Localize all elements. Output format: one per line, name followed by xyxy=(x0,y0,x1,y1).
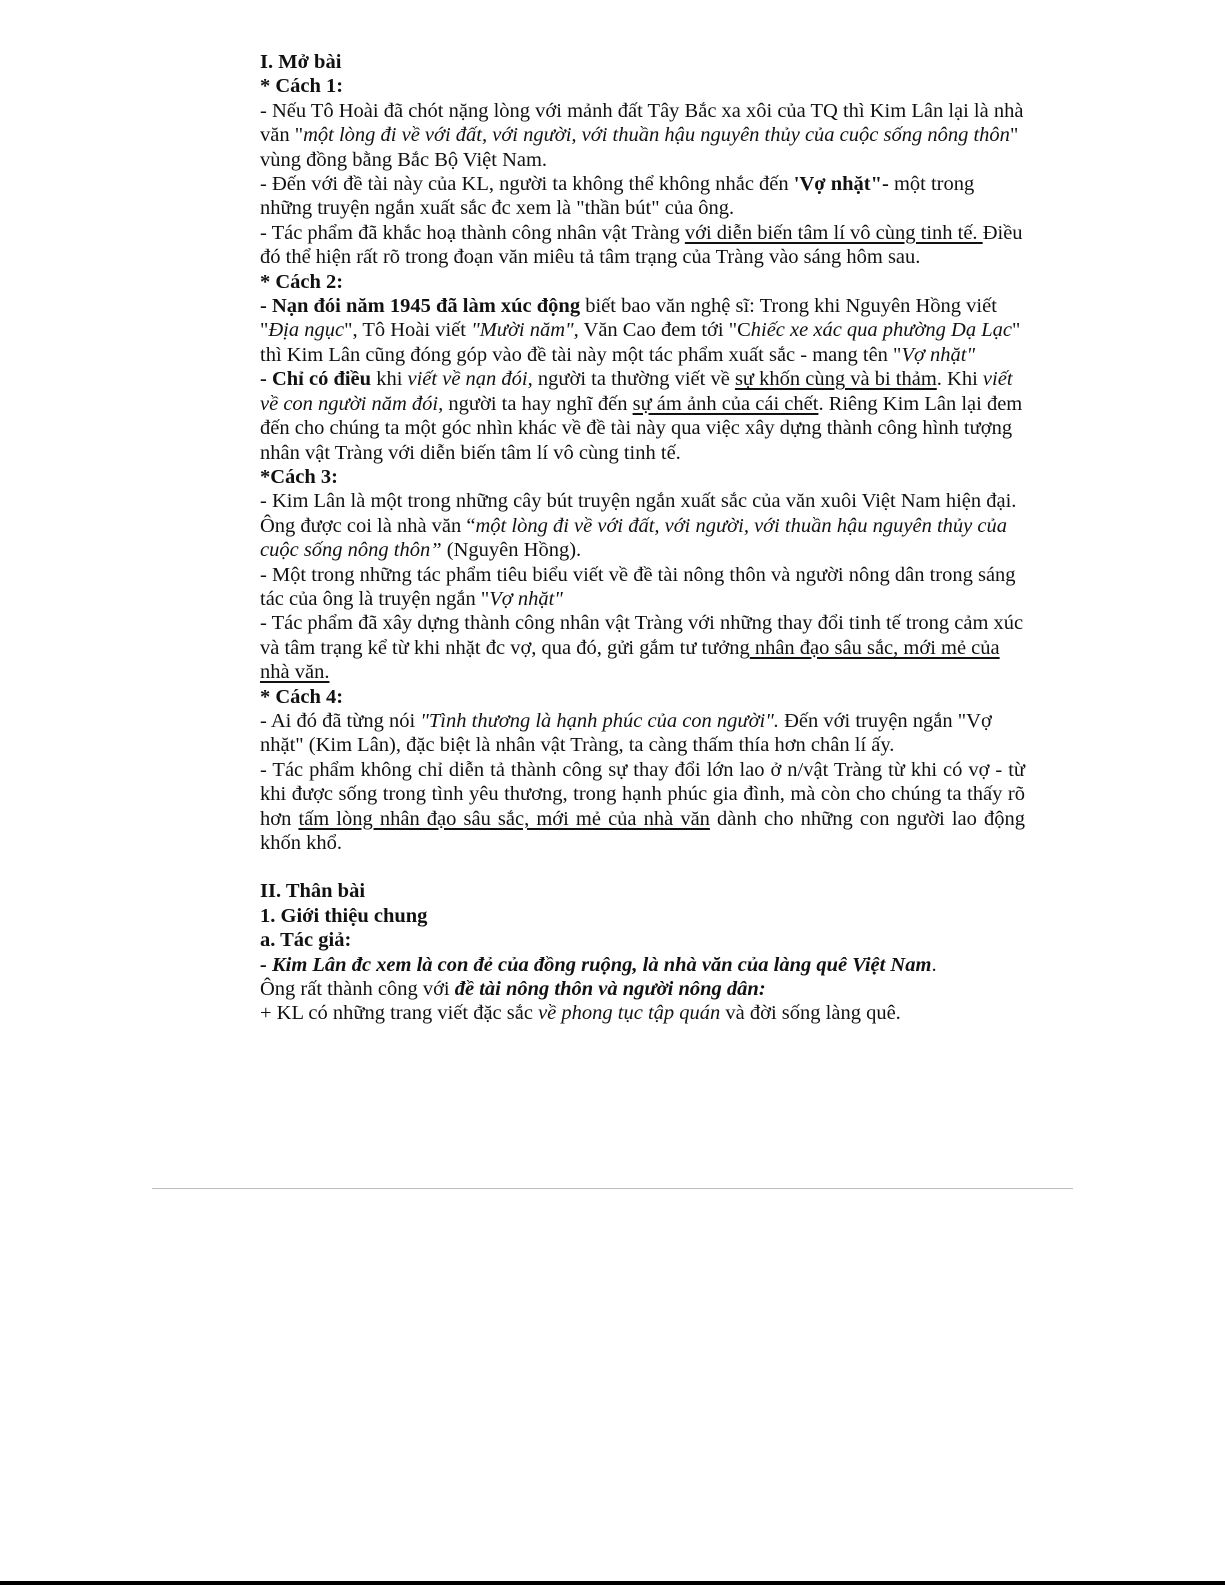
paragraph-cach3-3: - Tác phẩm đã xây dựng thành công nhân vật Tràng với những thay đổi tinh tế trong cảm xúc và tâm trạng kể từ khi nhặt đc vợ, qua đó, gửi gắm tư tưởng nhân đạo sâu sắc, mới mẻ của nhà văn. xyxy=(260,612,1024,684)
paragraph-cach3-1: - Kim Lân là một trong những cây bút truyện ngắn xuất sắc của văn xuôi Việt Nam hiện đại. Ông được coi là nhà văn “một lòng đi về với đất, với người, với thuần hậu nguyên thủy của cuộc sống nông thôn” (Nguyên Hồng). xyxy=(260,490,1017,562)
paragraph-cach4-1: - Ai đó đã từng nói "Tình thương là hạnh phúc của con người". Đến với truyện ngắn "Vợ nhặt" (Kim Lân), đặc biệt là nhân vật Tràng, ta càng thấm thía hơn chân lí ấy. xyxy=(260,709,992,757)
heading-than-bai: II. Thân bài xyxy=(260,880,366,903)
paragraph-cach2-1: - Nạn đói năm 1945 đã làm xúc động biết bao văn nghệ sĩ: Trong khi Nguyên Hồng viết "Địa ngục", Tô Hoài viết "Mười năm", Văn Cao đem tới "Chiếc xe xác qua phường Dạ Lạc" thì Kim Lân cũng đóng góp vào đề tài này một tác phẩm xuất sắc - mang tên "Vợ nhặt" xyxy=(260,295,1021,366)
label-cach-2: * Cách 2: xyxy=(260,270,344,293)
paragraph-cach4-2: - Tác phẩm không chỉ diễn tả thành công sự thay đổi lớn lao ở n/vật Tràng từ khi có vợ - từ khi được sống trong tình yêu thương, trong hạnh phúc gia đình, mà còn cho chúng ta thấy rõ hơn tấm lòng nhân đạo sâu sắc, mới mẻ của nhà văn dành cho những con người lao động khốn khổ. xyxy=(260,758,1025,854)
label-cach-4: * Cách 4: xyxy=(260,685,344,708)
paragraph-tac-gia-2: + KL có những trang viết đặc sắc về phong tục tập quán và đời sống làng quê. xyxy=(260,1002,901,1025)
label-cach-3: *Cách 3: xyxy=(260,465,339,488)
page-divider xyxy=(152,1188,1073,1189)
document-page xyxy=(260,50,1025,1026)
bottom-edge xyxy=(0,1581,1225,1585)
label-cach-1: * Cách 1: xyxy=(260,75,344,98)
paragraph-cach3-2: - Một trong những tác phẩm tiêu biểu viết về đề tài nông thôn và người nông dân trong sáng tác của ông là truyện ngắn "Vợ nhặt" xyxy=(260,563,1016,610)
paragraph-cach1-1: - Nếu Tô Hoài đã chót nặng lòng với mảnh đất Tây Bắc xa xôi của TQ thì Kim Lân lại là nhà văn "một lòng đi về với đất, với người, với thuần hậu nguyên thủy của cuộc sống nông thôn" vùng đồng bằng Bắc Bộ Việt Nam. xyxy=(260,99,1024,171)
subheading-tac-gia: a. Tác giả: xyxy=(260,929,352,952)
subheading-gioi-thieu: 1. Giới thiệu chung xyxy=(260,904,428,927)
paragraph-tac-gia-1: - Kim Lân đc xem là con đẻ của đồng ruộng, là nhà văn của làng quê Việt Nam. Ông rất thành công với đề tài nông thôn và người nông dân: xyxy=(260,953,937,1001)
heading-mo-bai: I. Mở bài xyxy=(260,51,342,73)
paragraph-cach1-2: - Đến với đề tài này của KL, người ta không thể không nhắc đến 'Vợ nhặt"- một trong những truyện ngắn xuất sắc đc xem là "thần bút" của ông. xyxy=(260,173,975,220)
section-gap xyxy=(260,855,1025,879)
paragraph-cach1-3: - Tác phẩm đã khắc hoạ thành công nhân vật Tràng với diễn biến tâm lí vô cùng tinh tế. Điều đó thể hiện rất rõ trong đoạn văn miêu tả tâm trạng của Tràng vào sáng hôm sau. xyxy=(260,221,1023,269)
paragraph-cach2-2: - Chỉ có điều khi viết về nạn đói, người ta thường viết về sự khốn cùng và bi thảm. Khi viết về con người năm đói, người ta hay nghĩ đến sự ám ảnh của cái chết. Riêng Kim Lân lại đem đến cho chúng ta một góc nhìn khác về đề tài này qua việc xây dựng thành công hình tượng nhân vật Tràng với diễn biến tâm lí vô cùng tinh tế. xyxy=(260,368,1023,464)
